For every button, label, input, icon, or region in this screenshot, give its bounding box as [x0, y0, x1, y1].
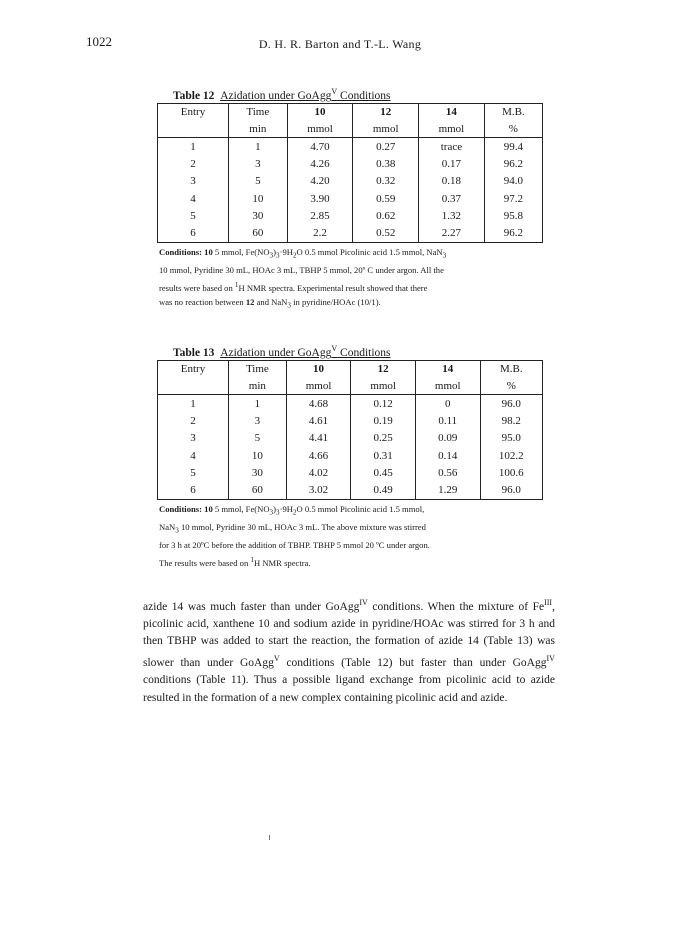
- table-13-cell: 0.49: [351, 482, 416, 500]
- table-12-cell: 3: [158, 173, 229, 190]
- table-13-cell: 4.68: [286, 394, 351, 412]
- body-line: picolinic acid, xanthene 10 and sodium azide in pyridine/HOAc was stirred for 3 h and: [143, 618, 555, 631]
- table-13-row: [158, 447, 543, 464]
- table-12-units-row: [158, 121, 543, 138]
- table-13-cell: 4.61: [286, 412, 351, 429]
- table-12-unit-cell: mmol: [287, 121, 353, 138]
- table-13-cell: 0.12: [351, 394, 416, 412]
- table-12-title: Azidation under GoAgg$^V$ Conditions: [220, 87, 391, 102]
- table-12-cell: 60: [229, 225, 288, 243]
- table-12-caption: [173, 87, 543, 102]
- table-13-cell: 1.29: [415, 482, 480, 500]
- table-12-cell: 99.4: [484, 137, 542, 155]
- table-13: [157, 344, 543, 570]
- table-13-cell: 0.19: [351, 412, 416, 429]
- table-12: [157, 87, 543, 313]
- table-12-cell: 4.26: [287, 155, 353, 172]
- table-12-unit-cell: %: [484, 121, 542, 138]
- table-13-conditions-line: NaN$_3$ 10 mmol, Pyridine 30 mL, HOAc 3 mL. The above mixture was stirred: [159, 522, 426, 536]
- table-12-cell: 0.62: [353, 207, 419, 224]
- table-12-cell: 6: [158, 225, 229, 243]
- table-13-cell: 5: [158, 464, 229, 481]
- table-13-cell: 3: [229, 412, 287, 429]
- table-13-row: [158, 430, 543, 447]
- table-13-cell: 0.25: [351, 430, 416, 447]
- table-13-col-header: Entry: [158, 360, 229, 378]
- table-12-cell: 0.37: [419, 190, 485, 207]
- page-number: 1022: [86, 34, 112, 49]
- table-13-cell: 4.02: [286, 464, 351, 481]
- running-head: D. H. R. Barton and T.-L. Wang: [258, 37, 422, 51]
- table-12-cell: 94.0: [484, 173, 542, 190]
- table-12-cell: 4.70: [287, 137, 353, 155]
- table-13-cell: 0.11: [415, 412, 480, 429]
- body-line: resulted in the formation of a new complex containing picolinic acid and azide.: [143, 691, 508, 704]
- table-12-cell: 1.32: [419, 207, 485, 224]
- table-13-col-header: Time: [229, 360, 287, 378]
- table-12-cell: 0.27: [353, 137, 419, 155]
- table-13-label: Table 13: [173, 346, 215, 359]
- table-12-label: Table 12: [173, 89, 215, 102]
- table-13-cell: 98.2: [480, 412, 542, 429]
- table-13-cell: 60: [229, 482, 287, 500]
- table-12-col-header: M.B.: [484, 103, 542, 121]
- table-12-cell: 2.85: [287, 207, 353, 224]
- table-13-cell: 0.56: [415, 464, 480, 481]
- table-12-cell: 2.2: [287, 225, 353, 243]
- table-12-cell: trace: [419, 137, 485, 155]
- table-12-conditions-line: 10 mmol, Pyridine 30 mL, HOAc 3 mL, TBHP 5 mmol, 20º C under argon. All the: [159, 265, 444, 276]
- table-13-cell: 102.2: [480, 447, 542, 464]
- table-13-conditions-line: Conditions: 10 5 mmol, $Fe(NO_3)_3\cdot 9H_2O$ 0.5 mmol Picolinic acid 1.5 mmol,: [159, 504, 425, 517]
- table-12-conditions-line: Conditions: 10 5 mmol, $Fe(NO_3)_3\cdot 9H_2O$ 0.5 mmol Picolinic acid 1.5 mmol, NaN$_3$: [159, 247, 447, 260]
- table-12-col-header: Time: [229, 103, 288, 121]
- table-13-cell: 1: [158, 394, 229, 412]
- table-13-cell: 95.0: [480, 430, 542, 447]
- table-12-conditions-line: results were based on $^1$H NMR spectra. Experimental result showed that there: [159, 280, 428, 293]
- table-12-row: [158, 190, 543, 207]
- table-12-cell: 3.90: [287, 190, 353, 207]
- table-13-cell: 3.02: [286, 482, 351, 500]
- table-13-cell: 96.0: [480, 394, 542, 412]
- table-12-header-row: [158, 103, 543, 121]
- table-12-unit-cell: mmol: [419, 121, 485, 138]
- body-line: conditions (Table 11). Thus a possible ligand exchange from picolinic acid to azide: [143, 674, 555, 687]
- table-13-cell: 30: [229, 464, 287, 481]
- body-line: then TBHP was added to start the reaction, the formation of azide 14 (Table 13) was: [143, 635, 555, 648]
- table-13-cell: 1: [229, 394, 287, 412]
- table-13-caption: [173, 344, 543, 359]
- table-12-cell: 95.8: [484, 207, 542, 224]
- table-12-cell: 5: [229, 173, 288, 190]
- table-12-cell: 0.17: [419, 155, 485, 172]
- table-12-cell: 4: [158, 190, 229, 207]
- table-12-cell: 0.52: [353, 225, 419, 243]
- body-line: azide 14 was much faster than under GoAgg$^{IV}$ conditions. When the mixture of $Fe^{III}$,: [143, 598, 555, 613]
- table-13-cell: 10: [229, 447, 287, 464]
- table-12-grid: [157, 103, 543, 243]
- table-13-units-row: [158, 378, 543, 395]
- table-12-cell: 2: [158, 155, 229, 172]
- table-13-unit-cell: [158, 378, 229, 395]
- table-12-row: [158, 137, 543, 155]
- table-12-row: [158, 173, 543, 190]
- table-12-cell: 2.27: [419, 225, 485, 243]
- table-13-cell: 4: [158, 447, 229, 464]
- table-12-cell: 0.38: [353, 155, 419, 172]
- table-13-cell: 0.14: [415, 447, 480, 464]
- table-13-cell: 100.6: [480, 464, 542, 481]
- table-13-cell: 3: [158, 430, 229, 447]
- table-13-unit-cell: mmol: [415, 378, 480, 395]
- table-13-cell: 96.0: [480, 482, 542, 500]
- table-13-col-header: M.B.: [480, 360, 542, 378]
- table-12-cell: 0.59: [353, 190, 419, 207]
- table-12-cell: 1: [229, 137, 288, 155]
- table-12-conditions-line: was no reaction between 12 and NaN$_3$ in pyridine/HOAc (10/1).: [159, 296, 381, 310]
- body-line: slower than under GoAgg$^V$ conditions (Table 12) but faster than under GoAgg$^{IV}$: [143, 654, 555, 670]
- table-13-cell: 5: [229, 430, 287, 447]
- table-12-row: [158, 207, 543, 224]
- table-13-row: [158, 394, 543, 412]
- table-13-unit-cell: mmol: [351, 378, 416, 395]
- table-12-cell: 0.18: [419, 173, 485, 190]
- table-12-cell: 1: [158, 137, 229, 155]
- table-12-row: [158, 225, 543, 243]
- table-13-cell: 6: [158, 482, 229, 500]
- table-12-col-header: Entry: [158, 103, 229, 121]
- table-13-conditions: [159, 502, 543, 570]
- table-12-cell: 3: [229, 155, 288, 172]
- table-12-col-header: 14: [419, 103, 485, 121]
- table-12-cell: 0.32: [353, 173, 419, 190]
- scan-artifact-mark: [269, 835, 270, 840]
- table-12-col-header: 12: [353, 103, 419, 121]
- table-12-cell: 97.2: [484, 190, 542, 207]
- table-12-unit-cell: mmol: [353, 121, 419, 138]
- table-13-row: [158, 482, 543, 500]
- table-13-cell: 4.66: [286, 447, 351, 464]
- table-12-cell: 30: [229, 207, 288, 224]
- table-12-cell: 5: [158, 207, 229, 224]
- table-13-cell: 0.31: [351, 447, 416, 464]
- table-12-unit-cell: min: [229, 121, 288, 138]
- table-13-header-row: [158, 360, 543, 378]
- table-13-cell: 0.09: [415, 430, 480, 447]
- table-13-cell: 4.41: [286, 430, 351, 447]
- table-13-unit-cell: min: [229, 378, 287, 395]
- table-13-grid: [157, 360, 543, 500]
- table-13-unit-cell: mmol: [286, 378, 351, 395]
- table-12-unit-cell: [158, 121, 229, 138]
- body-paragraph: [143, 594, 555, 707]
- table-13-cell: 0: [415, 394, 480, 412]
- table-13-conditions-line: for 3 h at 20ºC before the addition of TBHP. TBHP 5 mmol 20 ºC under argon.: [159, 540, 430, 551]
- table-12-cell: 96.2: [484, 225, 542, 243]
- table-12-cell: 10: [229, 190, 288, 207]
- table-13-row: [158, 412, 543, 429]
- table-13-cell: 0.45: [351, 464, 416, 481]
- table-13-cell: 2: [158, 412, 229, 429]
- table-13-title: Azidation under GoAgg$^V$ Conditions: [220, 344, 391, 359]
- table-13-conditions-line: The results were based on $^1$H NMR spectra.: [159, 555, 311, 568]
- table-13-col-header: 14: [415, 360, 480, 378]
- table-13-row: [158, 464, 543, 481]
- table-12-conditions: [159, 245, 543, 313]
- table-13-col-header: 10: [286, 360, 351, 378]
- table-12-row: [158, 155, 543, 172]
- table-13-col-header: 12: [351, 360, 416, 378]
- table-12-col-header: 10: [287, 103, 353, 121]
- table-12-cell: 4.20: [287, 173, 353, 190]
- table-13-unit-cell: %: [480, 378, 542, 395]
- table-12-cell: 96.2: [484, 155, 542, 172]
